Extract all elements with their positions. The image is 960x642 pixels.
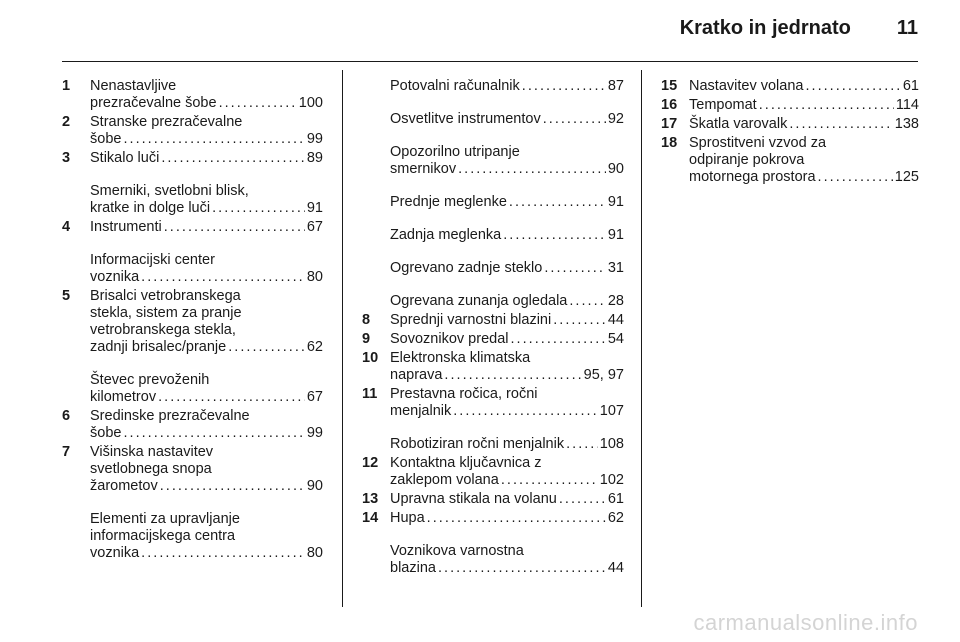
page-reference: 90 bbox=[306, 478, 323, 494]
index-entry bbox=[62, 114, 323, 148]
entry-last-line bbox=[390, 560, 624, 577]
page-reference: 44 bbox=[607, 312, 624, 328]
entry-text: motornega prostora bbox=[689, 169, 816, 185]
page-reference: 90 bbox=[607, 161, 624, 177]
dot-leader bbox=[818, 169, 893, 186]
entry-last-line bbox=[390, 491, 624, 508]
entry-last-line bbox=[390, 312, 624, 329]
page-header bbox=[680, 17, 918, 40]
entry-text: Elektronska klimatska bbox=[390, 350, 531, 366]
dot-leader bbox=[553, 312, 606, 329]
index-entry bbox=[362, 227, 624, 244]
entry-number: 14 bbox=[362, 510, 379, 526]
index-entry bbox=[661, 135, 919, 186]
entry-text: šobe bbox=[90, 131, 122, 147]
entry-text: Ogrevano zadnje steklo bbox=[390, 260, 543, 276]
entry-last-line bbox=[390, 227, 624, 244]
entry-last-line bbox=[390, 260, 624, 277]
entry-last-line bbox=[390, 194, 624, 211]
index-entry bbox=[62, 372, 323, 406]
entry-text: Stranske prezračevalne bbox=[90, 114, 243, 130]
page-reference: 102 bbox=[599, 472, 624, 488]
index-entry bbox=[62, 183, 323, 217]
dot-leader bbox=[543, 111, 606, 128]
index-entry bbox=[362, 312, 624, 329]
entry-text: Brisalci vetrobranskega bbox=[90, 288, 241, 304]
page-reference: 114 bbox=[895, 97, 919, 113]
index-entry bbox=[362, 386, 624, 420]
index-entry bbox=[62, 78, 323, 112]
entry-number: 11 bbox=[362, 386, 378, 402]
dot-leader bbox=[228, 339, 305, 356]
entry-text: Prestavna ročica, ročni bbox=[390, 386, 538, 402]
entry-last-line bbox=[689, 78, 919, 95]
entry-text: Kontaktna ključavnica z bbox=[390, 455, 542, 471]
entry-number: 6 bbox=[62, 408, 71, 424]
entry-last-line bbox=[390, 403, 624, 420]
entry-text: Sprednji varnostni blazini bbox=[390, 312, 552, 328]
entry-last-line bbox=[390, 111, 624, 128]
dot-leader bbox=[453, 403, 598, 420]
index-entry bbox=[62, 252, 323, 286]
index-entry bbox=[362, 543, 624, 577]
entry-text: Upravna stikala na volanu bbox=[390, 491, 557, 507]
entry-text: Instrumenti bbox=[90, 219, 162, 235]
entry-number: 9 bbox=[362, 331, 371, 347]
entry-text: prezračevalne šobe bbox=[90, 95, 217, 111]
index-entry bbox=[362, 331, 624, 348]
dot-leader bbox=[544, 260, 606, 277]
dot-leader bbox=[141, 269, 305, 286]
entry-text: zadnji brisalec/pranje bbox=[90, 339, 227, 355]
entry-last-line bbox=[390, 78, 624, 95]
dot-leader bbox=[501, 472, 598, 489]
dot-leader bbox=[458, 161, 606, 178]
entry-text: Sredinske prezračevalne bbox=[90, 408, 250, 424]
index-column-3 bbox=[661, 78, 919, 188]
index-entry bbox=[362, 436, 624, 453]
entry-last-line bbox=[390, 293, 624, 310]
index-entry bbox=[62, 408, 323, 442]
dot-leader bbox=[789, 116, 892, 133]
index-entry bbox=[362, 510, 624, 527]
index-entry bbox=[362, 491, 624, 508]
index-entry bbox=[62, 288, 323, 356]
entry-last-line bbox=[90, 339, 323, 356]
entry-text: smernikov bbox=[390, 161, 457, 177]
index-entry bbox=[62, 511, 323, 562]
entry-last-line bbox=[90, 545, 323, 562]
page-reference: 99 bbox=[306, 131, 323, 147]
entry-text: Hupa bbox=[390, 510, 425, 526]
entry-last-line bbox=[90, 219, 323, 236]
index-entry bbox=[362, 194, 624, 211]
entry-text: zaklepom volana bbox=[390, 472, 499, 488]
entry-text: Števec prevoženih bbox=[90, 372, 210, 388]
page-reference: 54 bbox=[607, 331, 624, 347]
entry-number: 13 bbox=[362, 491, 379, 507]
entry-last-line bbox=[689, 116, 919, 133]
entry-last-line bbox=[390, 367, 624, 384]
entry-text: Nastavitev volana bbox=[689, 78, 804, 94]
dot-leader bbox=[160, 478, 305, 495]
entry-text: Elementi za upravljanje bbox=[90, 511, 240, 527]
entry-last-line bbox=[390, 161, 624, 178]
entry-text: Zadnja meglenka bbox=[390, 227, 502, 243]
entry-number: 10 bbox=[362, 350, 379, 366]
entry-last-line bbox=[90, 95, 323, 112]
entry-text: Škatla varovalk bbox=[689, 116, 788, 132]
entry-text: Sovoznikov predal bbox=[390, 331, 509, 347]
dot-leader bbox=[503, 227, 606, 244]
index-column-2 bbox=[362, 78, 624, 579]
entry-last-line bbox=[390, 331, 624, 348]
page-reference: 89 bbox=[306, 150, 323, 166]
entry-text: naprava bbox=[390, 367, 443, 383]
entry-number: 18 bbox=[661, 135, 678, 151]
index-entry bbox=[362, 111, 624, 128]
entry-last-line bbox=[90, 131, 323, 148]
entry-text: Smerniki, svetlobni blisk, bbox=[90, 183, 249, 199]
page-reference: 61 bbox=[902, 78, 919, 94]
page-reference: 99 bbox=[306, 425, 323, 441]
entry-text: voznika bbox=[90, 545, 140, 561]
entry-text: voznika bbox=[90, 269, 140, 285]
entry-last-line bbox=[689, 169, 919, 186]
entry-last-line bbox=[90, 389, 323, 406]
entry-text: kilometrov bbox=[90, 389, 157, 405]
entry-text: Stikalo luči bbox=[90, 150, 160, 166]
index-entry bbox=[661, 97, 919, 114]
dot-leader bbox=[511, 331, 606, 348]
entry-text: Ogrevana zunanja ogledala bbox=[390, 293, 568, 309]
dot-leader bbox=[427, 510, 606, 527]
entry-text: šobe bbox=[90, 425, 122, 441]
entry-text: Prednje meglenke bbox=[390, 194, 507, 210]
dot-leader bbox=[141, 545, 305, 562]
entry-last-line bbox=[390, 472, 624, 489]
dot-leader bbox=[522, 78, 606, 95]
page-reference: 44 bbox=[607, 560, 624, 576]
dot-leader bbox=[123, 425, 304, 442]
entry-text: kratke in dolge luči bbox=[90, 200, 211, 216]
entry-text: Višinska nastavitev bbox=[90, 444, 214, 460]
page-title: Kratko in jedrnato bbox=[679, 17, 851, 39]
entry-text: svetlobnega snopa bbox=[90, 461, 212, 477]
entry-last-line bbox=[90, 425, 323, 442]
entry-text: Informacijski center bbox=[90, 252, 215, 268]
page-reference: 91 bbox=[607, 227, 624, 243]
column-divider bbox=[342, 70, 343, 607]
page-number: 11 bbox=[896, 17, 918, 39]
dot-leader bbox=[161, 150, 305, 167]
page-reference: 138 bbox=[894, 116, 919, 132]
entry-text: blazina bbox=[390, 560, 436, 576]
page-reference: 67 bbox=[306, 389, 323, 405]
dot-leader bbox=[509, 194, 606, 211]
entry-number: 15 bbox=[661, 78, 678, 94]
entry-number: 5 bbox=[62, 288, 71, 304]
entry-text: Osvetlitve instrumentov bbox=[390, 111, 541, 127]
entry-text: vetrobranskega stekla, bbox=[90, 322, 236, 338]
entry-number: 2 bbox=[62, 114, 71, 130]
entry-last-line bbox=[390, 436, 624, 453]
index-entry bbox=[62, 444, 323, 495]
entry-number: 16 bbox=[661, 97, 678, 113]
page-reference: 91 bbox=[306, 200, 323, 216]
page-reference: 95, 97 bbox=[583, 367, 624, 383]
entry-text: Potovalni računalnik bbox=[390, 78, 520, 94]
entry-text: menjalnik bbox=[390, 403, 452, 419]
page-reference: 80 bbox=[306, 545, 323, 561]
dot-leader bbox=[569, 293, 606, 310]
page-reference: 91 bbox=[607, 194, 624, 210]
entry-text: stekla, sistem za pranje bbox=[90, 305, 242, 321]
entry-text: Opozorilno utripanje bbox=[390, 144, 520, 160]
entry-number: 7 bbox=[62, 444, 71, 460]
entry-number: 17 bbox=[661, 116, 678, 132]
index-entry bbox=[362, 455, 624, 489]
entry-last-line bbox=[689, 97, 919, 114]
dot-leader bbox=[219, 95, 297, 112]
page-reference: 87 bbox=[607, 78, 624, 94]
entry-number: 8 bbox=[362, 312, 371, 328]
entry-text: Tempomat bbox=[689, 97, 757, 113]
entry-text: odpiranje pokrova bbox=[689, 152, 805, 168]
dot-leader bbox=[805, 78, 900, 95]
dot-leader bbox=[444, 367, 581, 384]
page-reference: 92 bbox=[607, 111, 624, 127]
page-reference: 100 bbox=[298, 95, 323, 111]
page-reference: 62 bbox=[306, 339, 323, 355]
entry-text: Voznikova varnostna bbox=[390, 543, 524, 559]
entry-last-line bbox=[90, 269, 323, 286]
entry-last-line bbox=[90, 200, 323, 217]
entry-number: 3 bbox=[62, 150, 71, 166]
page-reference: 62 bbox=[607, 510, 624, 526]
entry-text: Robotiziran ročni menjalnik bbox=[390, 436, 565, 452]
index-entry bbox=[62, 150, 323, 167]
index-entry bbox=[362, 78, 624, 95]
page-reference: 61 bbox=[607, 491, 624, 507]
entry-text: Nenastavljive bbox=[90, 78, 177, 94]
dot-leader bbox=[559, 491, 606, 508]
page-reference: 108 bbox=[599, 436, 624, 452]
dot-leader bbox=[438, 560, 606, 577]
entry-number: 4 bbox=[62, 219, 71, 235]
dot-leader bbox=[123, 131, 304, 148]
dot-leader bbox=[759, 97, 894, 114]
page-reference: 125 bbox=[894, 169, 919, 185]
page-reference: 107 bbox=[599, 403, 624, 419]
dot-leader bbox=[164, 219, 305, 236]
dot-leader bbox=[212, 200, 305, 217]
dot-leader bbox=[158, 389, 305, 406]
entry-last-line bbox=[390, 510, 624, 527]
entry-last-line bbox=[90, 478, 323, 495]
entry-number: 12 bbox=[362, 455, 379, 471]
entry-last-line bbox=[90, 150, 323, 167]
column-divider bbox=[641, 70, 642, 607]
index-entry bbox=[62, 219, 323, 236]
index-entry bbox=[362, 144, 624, 178]
dot-leader bbox=[566, 436, 598, 453]
entry-number: 1 bbox=[62, 78, 71, 94]
index-entry bbox=[661, 78, 919, 95]
page-reference: 80 bbox=[306, 269, 323, 285]
entry-text: Sprostitveni vzvod za bbox=[689, 135, 827, 151]
entry-text: žarometov bbox=[90, 478, 158, 494]
index-entry bbox=[362, 260, 624, 277]
entry-text: informacijskega centra bbox=[90, 528, 236, 544]
index-column-1 bbox=[62, 78, 323, 564]
index-entry bbox=[362, 293, 624, 310]
index-entry bbox=[661, 116, 919, 133]
page-reference: 31 bbox=[607, 260, 624, 276]
header-rule bbox=[62, 61, 918, 62]
page-reference: 28 bbox=[607, 293, 624, 309]
index-entry bbox=[362, 350, 624, 384]
page-reference: 67 bbox=[306, 219, 323, 235]
watermark: carmanualsonline.info bbox=[693, 610, 918, 635]
